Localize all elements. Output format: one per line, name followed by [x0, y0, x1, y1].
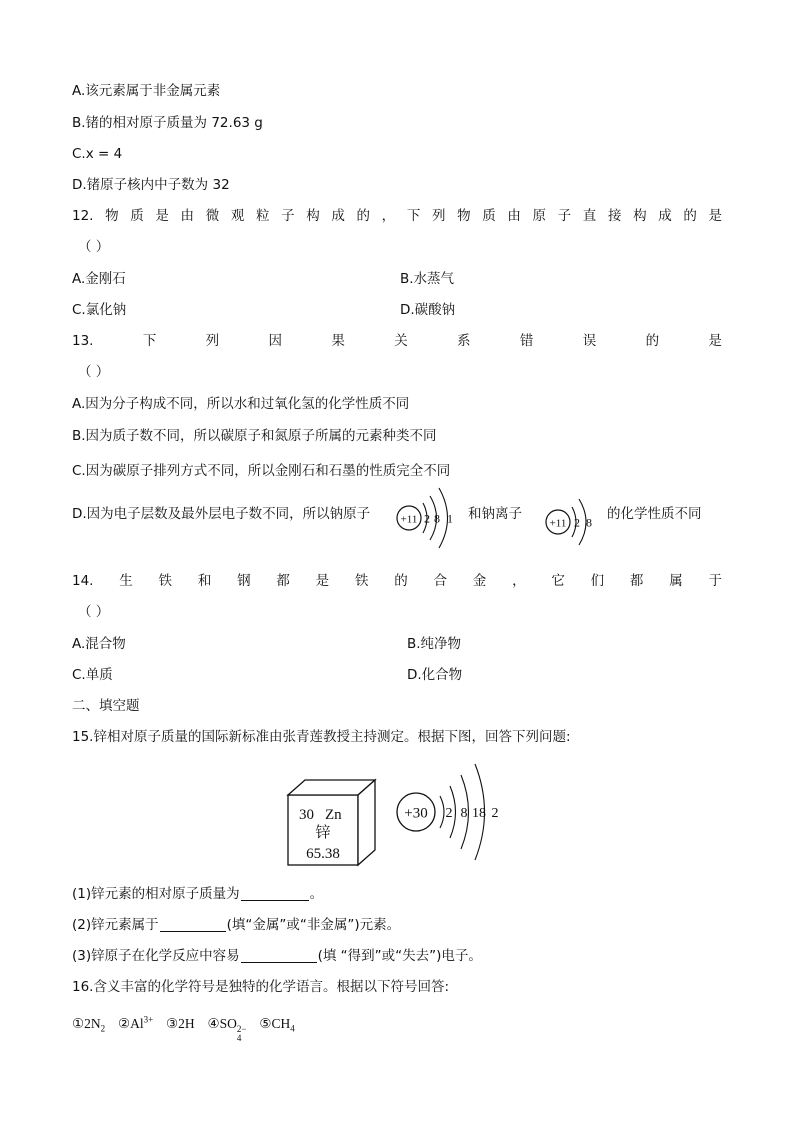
stem-char: 是 [708, 208, 722, 224]
stem-char: 微 [205, 208, 220, 224]
stem-char: 铁 [158, 573, 173, 589]
stem-char: 是 [155, 208, 169, 224]
stem-char: 物 [105, 208, 119, 224]
q13-option-d-part3: 的化学性质不同 [607, 506, 702, 522]
q12-option-c: C.氯化钠 [72, 302, 127, 318]
sodium-ion-shell-1: 2 [574, 515, 580, 530]
sodium-atom-shell-2: 8 [434, 511, 440, 526]
stem-char: 13. [72, 333, 94, 349]
zinc-atom-shell-2: 8 [460, 806, 468, 821]
q13-option-d-part2: 和钠离子 [468, 506, 522, 522]
sodium-ion-shell-arc-2 [579, 499, 586, 545]
stem-char: 成 [658, 208, 672, 224]
sodium-ion-shell-2: 8 [586, 515, 592, 530]
stem-char: 于 [708, 573, 722, 589]
q16-symbol-1: $①2N_2$ [72, 1015, 106, 1034]
stem-char: 质 [130, 208, 144, 224]
stem-char: 由 [507, 208, 521, 224]
q14-answer-paren: （ ） [78, 604, 110, 620]
q13-stem [72, 332, 722, 350]
q14-stem [72, 572, 722, 590]
stem-char: 构 [306, 208, 320, 224]
stem-char: 钢 [237, 573, 251, 589]
q11-option-d: D.锗原子核内中子数为 32 [72, 177, 230, 193]
stem-char: 关 [394, 333, 408, 349]
zinc-atomic-mass: 65.38 [306, 846, 340, 862]
q16-symbol-4: ④SO 2− 4 [207, 1015, 247, 1043]
q15-sub1-answer-blank[interactable] [241, 886, 309, 901]
stem-char: 物 [457, 208, 471, 224]
q15-sub3-answer-blank[interactable] [241, 948, 317, 963]
zinc-atom-shell-arc-1 [440, 796, 444, 828]
sodium-atom-nucleus-label: +11 [400, 513, 418, 526]
stem-char: 因 [268, 333, 283, 349]
q12-option-d: D.碳酸钠 [400, 302, 456, 318]
stem-char: 错 [519, 333, 534, 349]
stem-char: 观 [230, 208, 245, 224]
zinc-element-card [286, 778, 378, 868]
q12-option-a: A.金刚石 [72, 271, 126, 287]
q16-symbols [72, 1010, 295, 1043]
stem-char: 金 [472, 573, 487, 589]
zinc-atom-nucleus-label: +30 [404, 805, 428, 822]
q11-option-b: B.锗的相对原子质量为 72.63 g [72, 115, 263, 131]
q16-stem: 16.含义丰富的化学符号是独特的化学语言。根据以下符号回答: [72, 979, 450, 995]
stem-char: 原 [532, 208, 547, 224]
q16-symbol-2: $②Al^{3+}$ [117, 1014, 154, 1032]
stem-char: 12. [72, 208, 94, 224]
stem-char: 列 [431, 208, 446, 224]
stem-char: 的 [683, 208, 697, 224]
zinc-symbol: Zn [325, 807, 342, 823]
q15-sub2-tail: (填“金属”或“非金属”)元素。 [226, 917, 401, 933]
stem-char: 是 [315, 573, 330, 589]
zinc-atom-diagram [394, 760, 506, 864]
zinc-card-side [358, 780, 375, 865]
q13-option-d-part1: D.因为电子层数及最外层电子数不同，所以钠原子 [72, 506, 371, 522]
sodium-ion-nucleus-label: +11 [549, 517, 567, 530]
stem-char: 构 [633, 208, 647, 224]
zinc-atomic-number: 30 [299, 807, 314, 823]
q11-option-a: A.该元素属于非金属元素 [72, 83, 221, 99]
stem-char: 子 [281, 208, 295, 224]
stem-char: 由 [180, 208, 195, 224]
stem-char: ， [512, 573, 526, 589]
stem-char: 和 [197, 573, 212, 589]
zinc-atom-shell-3: 18 [472, 806, 486, 821]
q15-sub3 [72, 947, 482, 965]
q15-sub2-text: (2)锌元素属于 [72, 917, 159, 933]
q15-sub1 [72, 885, 323, 903]
q14-option-c: C.单质 [72, 667, 113, 683]
stem-char: 都 [629, 573, 644, 589]
stem-char: 质 [482, 208, 496, 224]
stem-char: 列 [205, 333, 220, 349]
sodium-atom-diagram [390, 482, 470, 554]
zinc-name: 锌 [315, 825, 331, 841]
q12-option-b: B.水蒸气 [400, 271, 455, 287]
stem-char: 直 [582, 208, 597, 224]
stem-char: 铁 [354, 573, 369, 589]
stem-char: 的 [394, 573, 408, 589]
q16-symbol-5: $⑤CH_4$ [259, 1015, 295, 1034]
q13-option-c: C.因为碳原子排列方式不同，所以金刚石和石墨的性质完全不同 [72, 463, 451, 479]
q15-sub2-answer-blank[interactable] [160, 917, 226, 932]
q15-sub3-tail: (填 “得到”或“失去”)电子。 [317, 948, 482, 964]
q14-option-a: A.混合物 [72, 636, 126, 652]
stem-char: 子 [557, 208, 572, 224]
q12-answer-paren: （ ） [78, 239, 110, 255]
q16-symbol-3: ③2H [166, 1015, 195, 1032]
q12-stem [72, 207, 722, 225]
q15-sub1-text: (1)锌元素的相对原子质量为 [72, 886, 240, 902]
stem-char: 它 [551, 573, 565, 589]
stem-char: 成 [331, 208, 345, 224]
stem-char: 误 [582, 333, 597, 349]
q14-option-d: D.化合物 [407, 667, 463, 683]
q11-option-c: C.x = 4 [72, 146, 123, 162]
q13-answer-paren: （ ） [78, 364, 110, 380]
q13-option-a: A.因为分子构成不同，所以水和过氧化氢的化学性质不同 [72, 396, 410, 412]
q15-stem: 15.锌相对原子质量的国际新标准由张青莲教授主持测定。根据下图，回答下列问题: [72, 729, 571, 745]
stem-char: 接 [607, 208, 622, 224]
stem-char: 果 [331, 333, 345, 349]
sodium-atom-shell-3: 1 [447, 511, 453, 526]
stem-char: 属 [669, 573, 683, 589]
stem-char: 是 [708, 333, 722, 349]
q14-option-b: B.纯净物 [407, 636, 462, 652]
q15-sub3-text: (3)锌原子在化学反应中容易 [72, 948, 240, 964]
sodium-ion-diagram [542, 490, 604, 554]
stem-char: 的 [645, 333, 660, 349]
stem-char: ， [381, 208, 396, 224]
stem-char: 粒 [255, 208, 270, 224]
stem-char: 合 [433, 573, 448, 589]
stem-char: 生 [119, 573, 133, 589]
stem-char: 们 [590, 573, 605, 589]
stem-char: 的 [356, 208, 371, 224]
q13-option-b: B.因为质子数不同，所以碳原子和氮原子所属的元素种类不同 [72, 428, 437, 444]
q15-sub2 [72, 916, 400, 934]
sodium-atom-shell-1: 2 [424, 511, 430, 526]
stem-char: 下 [406, 208, 421, 224]
stem-char: 系 [457, 333, 471, 349]
section-title: 二、填空题 [72, 698, 140, 714]
stem-char: 都 [276, 573, 290, 589]
zinc-atom-shell-1: 2 [445, 806, 453, 821]
stem-char: 下 [142, 333, 157, 349]
stem-char: 14. [72, 573, 94, 589]
q15-sub1-tail: 。 [309, 886, 324, 902]
zinc-atom-shell-4: 2 [491, 806, 499, 821]
